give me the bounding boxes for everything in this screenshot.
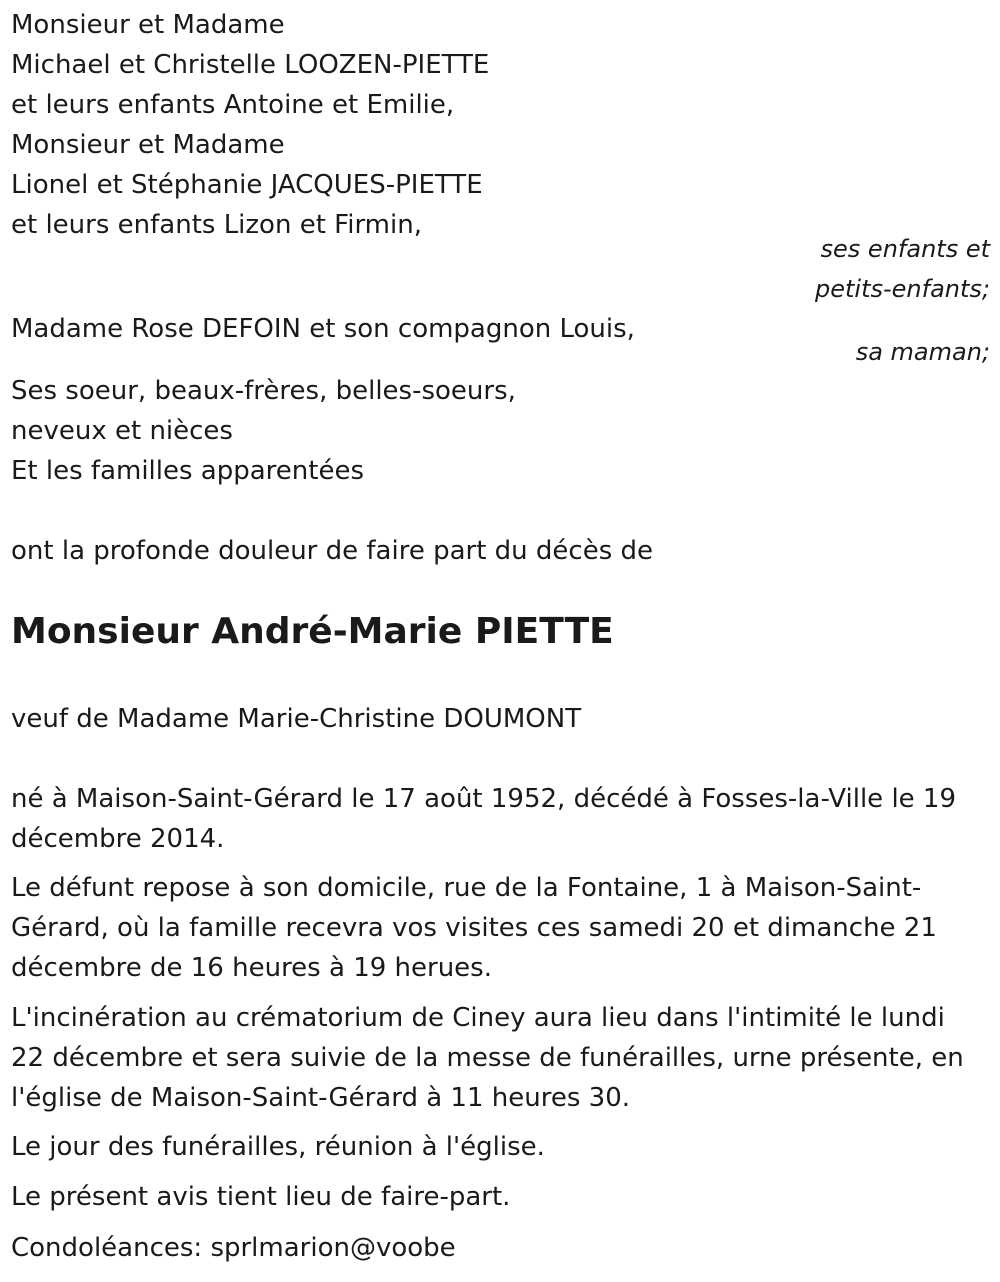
announcement-line: ont la profonde douleur de faire part du décès de (11, 536, 654, 566)
repose-line-1: Le défunt repose à son domicile, rue de la Fontaine, 1 à Maison-Saint- (11, 873, 922, 903)
cremation-line-3: l'église de Maison-Saint-Gérard à 11 heures 30. (11, 1083, 630, 1113)
birth-death-line-2: décembre 2014. (11, 824, 225, 854)
family-line-5: Lionel et Stéphanie JACQUES-PIETTE (11, 170, 483, 200)
condolences-line: Condoléances: sprlmarion@voobe (11, 1233, 456, 1263)
cremation-line-2: 22 décembre et sera suivie de la messe de funérailles, urne présente, en (11, 1043, 964, 1073)
relation-children-1: ses enfants et (820, 235, 990, 263)
cremation-line-1: L'incinération au crématorium de Ciney aura lieu dans l'intimité le lundi (11, 1003, 945, 1033)
widower-line: veuf de Madame Marie-Christine DOUMONT (11, 704, 582, 734)
notice-line: Le présent avis tient lieu de faire-part. (11, 1182, 511, 1212)
repose-line-3: décembre de 16 heures à 19 herues. (11, 953, 492, 983)
family-line-3: et leurs enfants Antoine et Emilie, (11, 90, 455, 120)
siblings-line-2: neveux et nièces (11, 416, 233, 446)
relation-mother: sa maman; (855, 338, 990, 366)
family-line-6: et leurs enfants Lizon et Firmin, (11, 210, 422, 240)
family-line-1: Monsieur et Madame (11, 10, 285, 40)
repose-line-2: Gérard, où la famille recevra vos visites ces samedi 20 et dimanche 21 (11, 913, 937, 943)
siblings-line-1: Ses soeur, beaux-frères, belles-soeurs, (11, 376, 516, 406)
birth-death-line-1: né à Maison-Saint-Gérard le 17 août 1952, décédé à Fosses-la-Ville le 19 (11, 784, 957, 814)
siblings-line-3: Et les familles apparentées (11, 456, 365, 486)
family-line-2: Michael et Christelle LOOZEN-PIETTE (11, 50, 490, 80)
relation-children-2: petits-enfants; (815, 275, 990, 303)
family-line-4: Monsieur et Madame (11, 130, 285, 160)
reunion-line: Le jour des funérailles, réunion à l'église. (11, 1132, 545, 1162)
mother-line: Madame Rose DEFOIN et son compagnon Louis, (11, 314, 635, 344)
deceased-name: Monsieur André-Marie PIETTE (11, 611, 614, 652)
